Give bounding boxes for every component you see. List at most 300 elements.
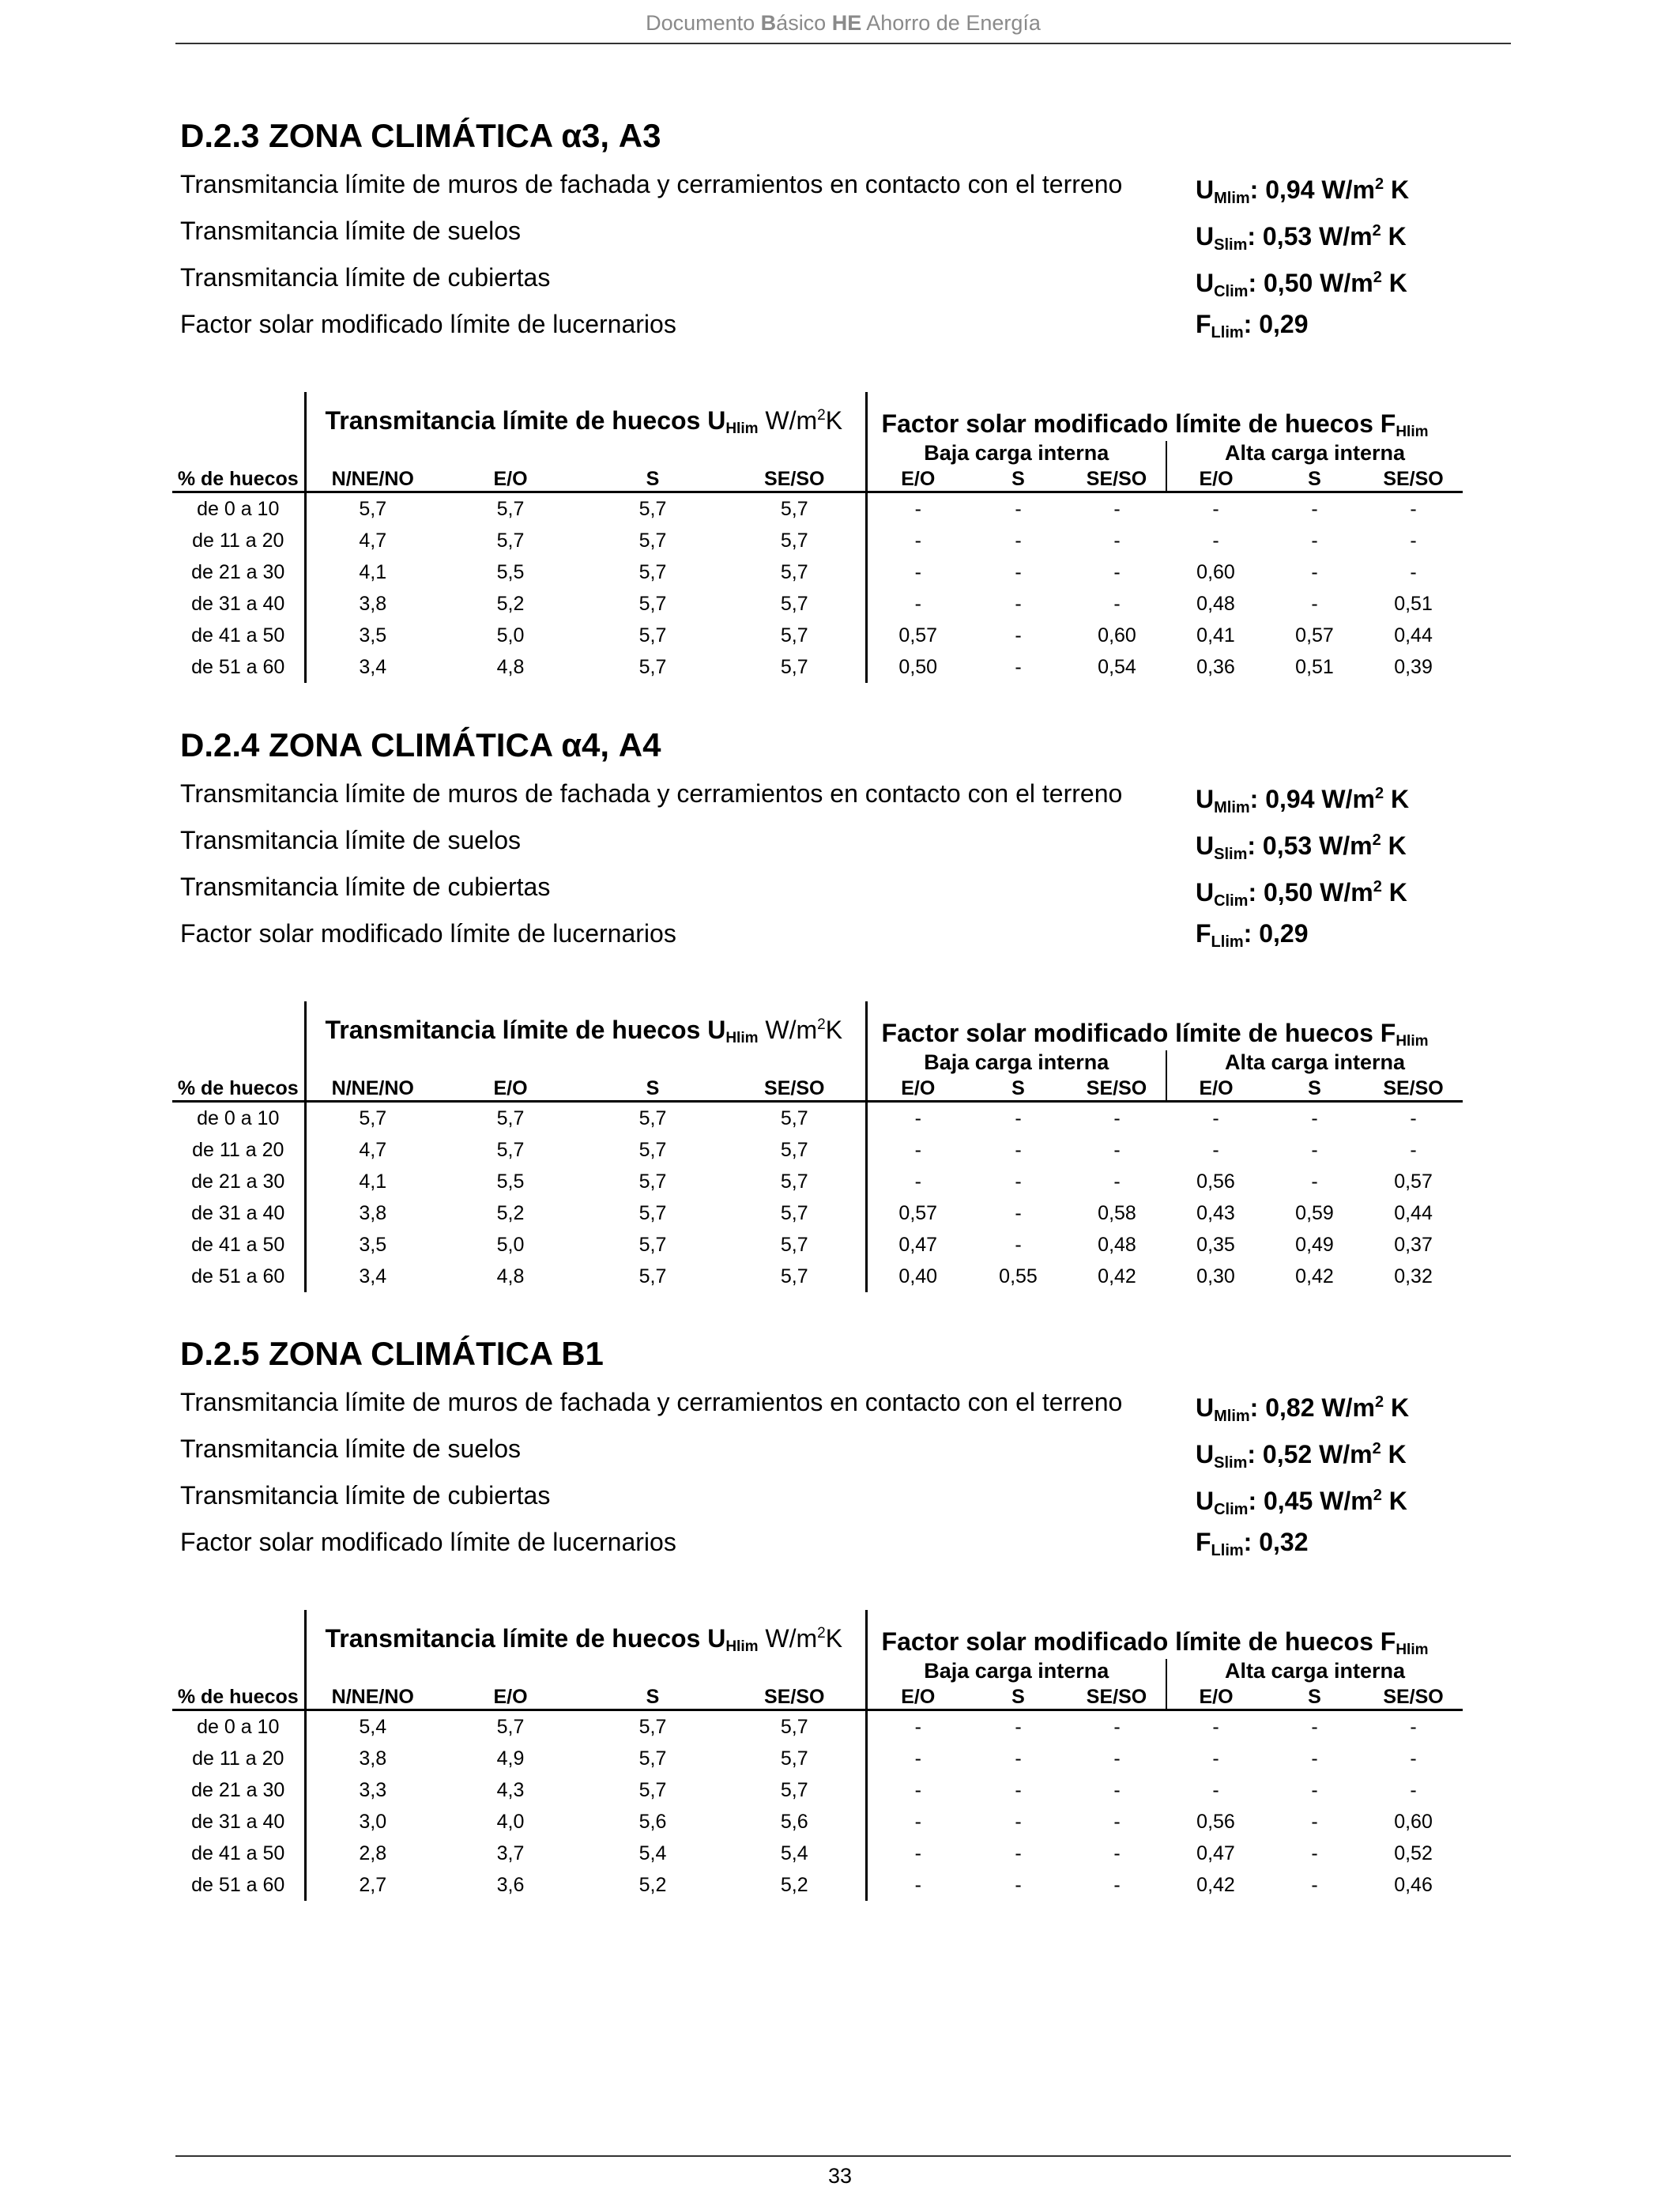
limit-number: : 0,53 bbox=[1247, 831, 1320, 860]
table-cell: 5,2 bbox=[638, 1873, 667, 1896]
row-label: de 51 a 60 bbox=[191, 655, 285, 678]
table-cell: 0,49 bbox=[1295, 1233, 1334, 1256]
table-cell: 0,44 bbox=[1394, 1201, 1433, 1224]
table-cell: 5,7 bbox=[496, 1106, 525, 1129]
column-header: E/O bbox=[439, 1683, 582, 1710]
limit-subscript: Clim bbox=[1214, 1501, 1249, 1518]
unit: W/m bbox=[1320, 878, 1373, 907]
table-cell: - bbox=[1015, 1842, 1022, 1864]
table-cell: 0,57 bbox=[866, 1197, 969, 1229]
unit: W/m bbox=[1319, 222, 1373, 251]
table-cell: - bbox=[1015, 1873, 1022, 1896]
header-sub: Hlim bbox=[725, 1030, 759, 1046]
table-cell: 0,60 bbox=[1196, 560, 1235, 583]
limit-label: Transmitancia límite de suelos bbox=[180, 826, 521, 854]
table-cell: 5,7 bbox=[638, 1201, 667, 1224]
table-cell: 0,44 bbox=[1394, 624, 1433, 647]
table-cell: 0,43 bbox=[1196, 1201, 1235, 1224]
unit-k: K bbox=[1381, 269, 1407, 297]
limit-number: : 0,29 bbox=[1243, 310, 1309, 338]
column-header: SE/SO bbox=[724, 1683, 866, 1710]
limit-number: : 0,50 bbox=[1248, 878, 1320, 907]
zone-section bbox=[180, 720, 1516, 957]
table-cell: 0,56 bbox=[1196, 1810, 1235, 1833]
row-label: de 0 a 10 bbox=[197, 497, 280, 520]
limit-symbol: U bbox=[1196, 269, 1215, 297]
unit-k: K bbox=[1384, 785, 1410, 813]
table-cell: - bbox=[1311, 1715, 1318, 1738]
table-cell: 0,51 bbox=[1295, 655, 1334, 678]
table-cell: 5,7 bbox=[780, 1233, 808, 1256]
table-cell: - bbox=[1410, 1778, 1417, 1801]
section-title: D.2.4 ZONA CLIMÁTICA α4, A4 bbox=[180, 726, 661, 763]
table-cell: - bbox=[1212, 1138, 1219, 1161]
column-header: % de huecos bbox=[172, 1075, 305, 1102]
table-cell: 3,8 bbox=[305, 588, 439, 620]
table-cell: 5,7 bbox=[638, 1233, 667, 1256]
limit-number: : 0,32 bbox=[1243, 1528, 1309, 1556]
table-cell: 5,7 bbox=[638, 497, 667, 520]
limit-label: Transmitancia límite de cubiertas bbox=[180, 873, 551, 901]
row-label: de 31 a 40 bbox=[191, 1201, 285, 1224]
zone-section bbox=[180, 111, 1516, 348]
table-cell: - bbox=[1311, 1170, 1318, 1193]
table-cell: - bbox=[1113, 529, 1121, 552]
row-label: de 51 a 60 bbox=[191, 1265, 285, 1287]
table-cell: - bbox=[1212, 1747, 1219, 1770]
table-cell: 0,60 bbox=[1394, 1810, 1433, 1833]
factor-solar-header bbox=[866, 1610, 1463, 1659]
unit-k: K bbox=[1381, 222, 1407, 251]
table-cell: - bbox=[1311, 1873, 1318, 1896]
table-cell: 5,7 bbox=[638, 1715, 667, 1738]
zone-section bbox=[180, 1329, 1516, 1566]
table-cell: - bbox=[1311, 529, 1318, 552]
unit-exponent: 2 bbox=[817, 1016, 826, 1033]
unit-k: K bbox=[1384, 1393, 1410, 1422]
row-label: de 0 a 10 bbox=[197, 1715, 280, 1738]
table-cell: - bbox=[1015, 1201, 1022, 1224]
unit-k: K bbox=[1381, 831, 1407, 860]
table-row bbox=[172, 620, 1463, 651]
unit-exponent: 2 bbox=[1374, 785, 1384, 802]
table-cell: 5,0 bbox=[496, 1233, 525, 1256]
table-cell: 0,39 bbox=[1394, 655, 1433, 678]
limit-number: : 0,94 bbox=[1249, 785, 1322, 813]
unit-exponent: 2 bbox=[1373, 878, 1382, 895]
table-cell: - bbox=[866, 492, 969, 526]
table-cell: - bbox=[1212, 1778, 1219, 1801]
header-text: Transmitancia límite de huecos U bbox=[325, 1016, 726, 1044]
table-cell: - bbox=[1410, 1715, 1417, 1738]
table-cell: - bbox=[1015, 1747, 1022, 1770]
limit-subscript: Mlim bbox=[1214, 799, 1250, 816]
header-sub: Hlim bbox=[725, 1638, 759, 1655]
limit-number: : 0,53 bbox=[1247, 222, 1320, 251]
limit-subscript: Llim bbox=[1211, 1542, 1244, 1559]
column-header: S bbox=[582, 1683, 724, 1710]
table-cell: 3,8 bbox=[305, 1197, 439, 1229]
unit-exponent: 2 bbox=[1373, 269, 1382, 286]
table-cell: 0,48 bbox=[1098, 1233, 1136, 1256]
row-label: de 21 a 30 bbox=[191, 1170, 285, 1193]
table-cell: 5,7 bbox=[638, 1106, 667, 1129]
table-cell: - bbox=[1113, 1778, 1121, 1801]
unit-k: K bbox=[1381, 878, 1407, 907]
table-cell: 5,7 bbox=[780, 1778, 808, 1801]
column-header: SE/SO bbox=[1364, 1075, 1463, 1102]
header-text: Transmitancia límite de huecos U bbox=[325, 1624, 726, 1653]
baja-carga-header: Baja carga interna bbox=[866, 441, 1166, 466]
row-label: de 11 a 20 bbox=[192, 529, 284, 552]
column-header: S bbox=[1265, 466, 1364, 492]
table-cell: 5,2 bbox=[496, 1201, 525, 1224]
baja-carga-header: Baja carga interna bbox=[866, 1050, 1166, 1075]
table-cell: - bbox=[1015, 1778, 1022, 1801]
limit-symbol: U bbox=[1196, 1393, 1215, 1422]
column-header: N/NE/NO bbox=[305, 1683, 439, 1710]
page-number: 33 bbox=[827, 2164, 853, 2188]
table-cell: 0,30 bbox=[1196, 1265, 1235, 1287]
column-header: S bbox=[969, 1075, 1068, 1102]
table-cell: 5,7 bbox=[496, 1138, 525, 1161]
header-text: Factor solar modificado límite de huecos F bbox=[881, 1019, 1396, 1047]
table-cell: 0,42 bbox=[1098, 1265, 1136, 1287]
unit-exponent: 2 bbox=[817, 1625, 826, 1642]
unit-k: K bbox=[825, 1016, 843, 1044]
table-cell: 0,36 bbox=[1196, 655, 1235, 678]
limit-number: : 0,29 bbox=[1243, 919, 1309, 948]
table-cell: 4,7 bbox=[305, 1134, 439, 1166]
table-row bbox=[172, 1197, 1463, 1229]
table-cell: - bbox=[866, 525, 969, 556]
limit-number: : 0,82 bbox=[1249, 1393, 1322, 1422]
column-header: E/O bbox=[1166, 1683, 1265, 1710]
huecos-table bbox=[172, 1610, 1463, 1901]
table-cell: 0,51 bbox=[1394, 592, 1433, 615]
table-cell: - bbox=[866, 1166, 969, 1197]
table-cell: 5,7 bbox=[780, 1106, 808, 1129]
table-cell: 3,5 bbox=[305, 620, 439, 651]
header-sub: Hlim bbox=[1396, 1642, 1429, 1658]
unit-k: K bbox=[825, 406, 843, 435]
row-label: de 31 a 40 bbox=[191, 592, 285, 615]
table-cell: 0,50 bbox=[866, 651, 969, 683]
huecos-table bbox=[172, 392, 1463, 683]
table-cell: - bbox=[1410, 1747, 1417, 1770]
table-cell: 5,5 bbox=[496, 560, 525, 583]
table-cell: - bbox=[1015, 655, 1022, 678]
table-cell: 0,57 bbox=[1394, 1170, 1433, 1193]
table-cell: 5,7 bbox=[496, 1715, 525, 1738]
huecos-table bbox=[172, 1001, 1463, 1292]
unit-exponent: 2 bbox=[1372, 1440, 1381, 1457]
unit: W/m bbox=[1320, 1487, 1373, 1515]
table-cell: - bbox=[866, 1869, 969, 1901]
table-cell: - bbox=[1212, 529, 1219, 552]
table-cell: 0,52 bbox=[1394, 1842, 1433, 1864]
limit-subscript: Mlim bbox=[1214, 1408, 1250, 1425]
table-cell: 5,7 bbox=[496, 497, 525, 520]
row-label: de 41 a 50 bbox=[191, 1842, 285, 1864]
table-row bbox=[172, 1229, 1463, 1261]
unit-k: K bbox=[1384, 175, 1410, 204]
limit-symbol: U bbox=[1196, 785, 1215, 813]
unit-exponent: 2 bbox=[1372, 831, 1381, 849]
table-cell: - bbox=[1410, 560, 1417, 583]
table-cell: - bbox=[1113, 560, 1121, 583]
limit-label: Transmitancia límite de muros de fachada y cerramientos en contacto con el terreno bbox=[180, 170, 1123, 198]
table-cell: - bbox=[1113, 1138, 1121, 1161]
table-cell: 4,9 bbox=[496, 1747, 525, 1770]
row-label: de 11 a 20 bbox=[192, 1138, 284, 1161]
table-cell: - bbox=[866, 588, 969, 620]
unit: W/m bbox=[765, 406, 818, 435]
table-cell: - bbox=[1410, 497, 1417, 520]
table-cell: 5,7 bbox=[638, 1170, 667, 1193]
table-cell: 5,7 bbox=[780, 1747, 808, 1770]
table-row bbox=[172, 1838, 1463, 1869]
table-cell: 3,7 bbox=[496, 1842, 525, 1864]
table-row bbox=[172, 1743, 1463, 1774]
limit-label: Factor solar modificado límite de lucernarios bbox=[180, 919, 676, 948]
column-header: S bbox=[582, 1075, 724, 1102]
table-row bbox=[172, 1166, 1463, 1197]
table-row bbox=[172, 492, 1463, 526]
table-cell: 5,0 bbox=[496, 624, 525, 647]
table-cell: - bbox=[1113, 1170, 1121, 1193]
column-header: N/NE/NO bbox=[305, 466, 439, 492]
table-cell: 5,7 bbox=[496, 529, 525, 552]
table-cell: 5,5 bbox=[496, 1170, 525, 1193]
limit-value bbox=[1196, 910, 1309, 966]
table-cell: 5,7 bbox=[780, 529, 808, 552]
table-cell: 0,47 bbox=[1196, 1842, 1235, 1864]
page-header: Documento Básico HE Ahorro de Energía bbox=[646, 11, 1041, 35]
row-label: de 41 a 50 bbox=[191, 1233, 285, 1256]
table-cell: - bbox=[1113, 1842, 1121, 1864]
table-cell: 0,47 bbox=[866, 1229, 969, 1261]
limit-lucernarios bbox=[180, 1519, 1516, 1566]
table-cell: 2,8 bbox=[305, 1838, 439, 1869]
table-cell: 3,8 bbox=[305, 1743, 439, 1774]
limit-muros bbox=[180, 771, 1516, 817]
table-row bbox=[172, 1869, 1463, 1901]
table-cell: 4,7 bbox=[305, 525, 439, 556]
unit-exponent: 2 bbox=[817, 407, 826, 424]
table-row bbox=[172, 1261, 1463, 1292]
limit-subscript: Clim bbox=[1214, 283, 1249, 300]
table-cell: 0,57 bbox=[1295, 624, 1334, 647]
table-cell: - bbox=[1015, 1715, 1022, 1738]
limit-subscript: Llim bbox=[1211, 933, 1244, 951]
column-header: S bbox=[1265, 1683, 1364, 1710]
unit: W/m bbox=[765, 1016, 818, 1044]
table-cell: - bbox=[866, 1743, 969, 1774]
table-cell: - bbox=[1410, 1138, 1417, 1161]
limit-value bbox=[1196, 1519, 1309, 1574]
table-cell: 5,7 bbox=[780, 1715, 808, 1738]
row-label: de 21 a 30 bbox=[191, 560, 285, 583]
limit-cubiertas bbox=[180, 1472, 1516, 1519]
table-cell: - bbox=[1311, 560, 1318, 583]
column-header: SE/SO bbox=[1068, 466, 1166, 492]
row-label: de 51 a 60 bbox=[191, 1873, 285, 1896]
limit-symbol: U bbox=[1196, 878, 1215, 907]
table-cell: 0,46 bbox=[1394, 1873, 1433, 1896]
table-cell: 0,42 bbox=[1196, 1873, 1235, 1896]
table-cell: - bbox=[1311, 1138, 1318, 1161]
table-cell: 3,5 bbox=[305, 1229, 439, 1261]
limit-muros bbox=[180, 1379, 1516, 1426]
table-cell: 5,7 bbox=[638, 624, 667, 647]
table-cell: 5,4 bbox=[305, 1710, 439, 1744]
table-cell: 0,55 bbox=[999, 1265, 1038, 1287]
alta-carga-header: Alta carga interna bbox=[1166, 1659, 1463, 1683]
table-cell: 5,7 bbox=[638, 1778, 667, 1801]
section-title: D.2.3 ZONA CLIMÁTICA α3, A3 bbox=[180, 117, 661, 154]
limit-symbol: F bbox=[1196, 919, 1211, 948]
table-cell: - bbox=[1212, 1715, 1219, 1738]
table-cell: - bbox=[1311, 497, 1318, 520]
table-row bbox=[172, 556, 1463, 588]
row-label: de 0 a 10 bbox=[197, 1106, 280, 1129]
limit-number: : 0,94 bbox=[1249, 175, 1322, 204]
column-header: S bbox=[969, 1683, 1068, 1710]
header-sub: Hlim bbox=[1396, 424, 1429, 440]
table-cell: 5,7 bbox=[638, 529, 667, 552]
table-cell: 4,8 bbox=[496, 655, 525, 678]
table-cell: 4,1 bbox=[305, 1166, 439, 1197]
table-cell: 3,0 bbox=[305, 1806, 439, 1838]
table-cell: - bbox=[866, 1710, 969, 1744]
table-cell: - bbox=[866, 1102, 969, 1135]
unit-exponent: 2 bbox=[1372, 222, 1381, 239]
header-text: Factor solar modificado límite de huecos F bbox=[881, 409, 1396, 438]
row-label: de 21 a 30 bbox=[191, 1778, 285, 1801]
limit-number: : 0,45 bbox=[1248, 1487, 1320, 1515]
table-cell: - bbox=[1212, 497, 1219, 520]
table-cell: 5,2 bbox=[780, 1873, 808, 1896]
table-cell: 0,58 bbox=[1098, 1201, 1136, 1224]
table-cell: 5,4 bbox=[780, 1842, 808, 1864]
table-cell: 5,7 bbox=[780, 560, 808, 583]
unit: W/m bbox=[1320, 269, 1373, 297]
table-cell: 0,32 bbox=[1394, 1265, 1433, 1287]
table-cell: 0,56 bbox=[1196, 1170, 1235, 1193]
unit: W/m bbox=[1319, 1440, 1373, 1468]
table-cell: 5,2 bbox=[496, 592, 525, 615]
limit-subscript: Slim bbox=[1214, 236, 1248, 254]
table-cell: 5,7 bbox=[638, 592, 667, 615]
table-cell: 0,42 bbox=[1295, 1265, 1334, 1287]
table-cell: 3,6 bbox=[496, 1873, 525, 1896]
table-cell: 5,7 bbox=[780, 497, 808, 520]
column-header: S bbox=[582, 466, 724, 492]
table-cell: 5,7 bbox=[780, 624, 808, 647]
unit-k: K bbox=[1381, 1440, 1407, 1468]
table-row bbox=[172, 1134, 1463, 1166]
table-cell: 5,7 bbox=[305, 492, 439, 526]
row-label: de 41 a 50 bbox=[191, 624, 285, 647]
table-cell: - bbox=[1015, 1106, 1022, 1129]
column-header: E/O bbox=[1166, 1075, 1265, 1102]
limit-subscript: Mlim bbox=[1214, 190, 1250, 207]
limit-label: Transmitancia límite de suelos bbox=[180, 217, 521, 245]
transmitancia-header bbox=[305, 392, 866, 441]
header-sub: Hlim bbox=[725, 420, 759, 437]
limit-label: Transmitancia límite de cubiertas bbox=[180, 263, 551, 292]
limit-lucernarios bbox=[180, 910, 1516, 957]
limit-label: Transmitancia límite de cubiertas bbox=[180, 1481, 551, 1510]
unit: W/m bbox=[765, 1624, 818, 1653]
limit-subscript: Llim bbox=[1211, 324, 1244, 341]
table-cell: - bbox=[1015, 1233, 1022, 1256]
table-row bbox=[172, 525, 1463, 556]
table-row bbox=[172, 1774, 1463, 1806]
factor-solar-header bbox=[866, 392, 1463, 441]
table-cell: 5,7 bbox=[638, 655, 667, 678]
column-header: E/O bbox=[866, 1075, 969, 1102]
table-row bbox=[172, 1710, 1463, 1744]
column-header: SE/SO bbox=[1068, 1075, 1166, 1102]
table-cell: 3,3 bbox=[305, 1774, 439, 1806]
column-header: E/O bbox=[866, 466, 969, 492]
table-row bbox=[172, 651, 1463, 683]
table-cell: - bbox=[1311, 1106, 1318, 1129]
table-cell: 5,7 bbox=[780, 592, 808, 615]
limit-value bbox=[1196, 301, 1309, 356]
table-cell: 5,7 bbox=[638, 1138, 667, 1161]
table-cell: 4,3 bbox=[496, 1778, 525, 1801]
section-title: D.2.5 ZONA CLIMÁTICA B1 bbox=[180, 1335, 604, 1372]
table-cell: - bbox=[1311, 1747, 1318, 1770]
limit-subscript: Slim bbox=[1214, 846, 1248, 863]
table-cell: 5,7 bbox=[638, 1265, 667, 1287]
limit-label: Factor solar modificado límite de lucernarios bbox=[180, 1528, 676, 1556]
table-cell: - bbox=[1311, 1778, 1318, 1801]
table-row bbox=[172, 1102, 1463, 1135]
table-cell: 5,7 bbox=[780, 1265, 808, 1287]
column-header: % de huecos bbox=[172, 466, 305, 492]
table-cell: 0,35 bbox=[1196, 1233, 1235, 1256]
table-cell: 0,40 bbox=[866, 1261, 969, 1292]
table-row bbox=[172, 1806, 1463, 1838]
table-cell: - bbox=[1015, 1138, 1022, 1161]
column-header: SE/SO bbox=[724, 466, 866, 492]
alta-carga-header: Alta carga interna bbox=[1166, 1050, 1463, 1075]
table-cell: - bbox=[1015, 592, 1022, 615]
table-cell: 5,7 bbox=[780, 1170, 808, 1193]
factor-solar-header bbox=[866, 1001, 1463, 1050]
table-cell: 0,48 bbox=[1196, 592, 1235, 615]
footer-rule bbox=[175, 2155, 1511, 2157]
column-header: SE/SO bbox=[1068, 1683, 1166, 1710]
table-cell: - bbox=[1113, 592, 1121, 615]
limit-number: : 0,52 bbox=[1247, 1440, 1320, 1468]
table-cell: 4,1 bbox=[305, 556, 439, 588]
table-cell: - bbox=[866, 1838, 969, 1869]
limit-symbol: U bbox=[1196, 831, 1215, 860]
column-header: SE/SO bbox=[1364, 466, 1463, 492]
limit-symbol: U bbox=[1196, 222, 1215, 251]
unit-exponent: 2 bbox=[1373, 1487, 1382, 1504]
row-label: de 11 a 20 bbox=[192, 1747, 284, 1770]
unit: W/m bbox=[1319, 831, 1373, 860]
table-cell: - bbox=[1015, 560, 1022, 583]
table-cell: 0,54 bbox=[1098, 655, 1136, 678]
unit: W/m bbox=[1321, 175, 1375, 204]
